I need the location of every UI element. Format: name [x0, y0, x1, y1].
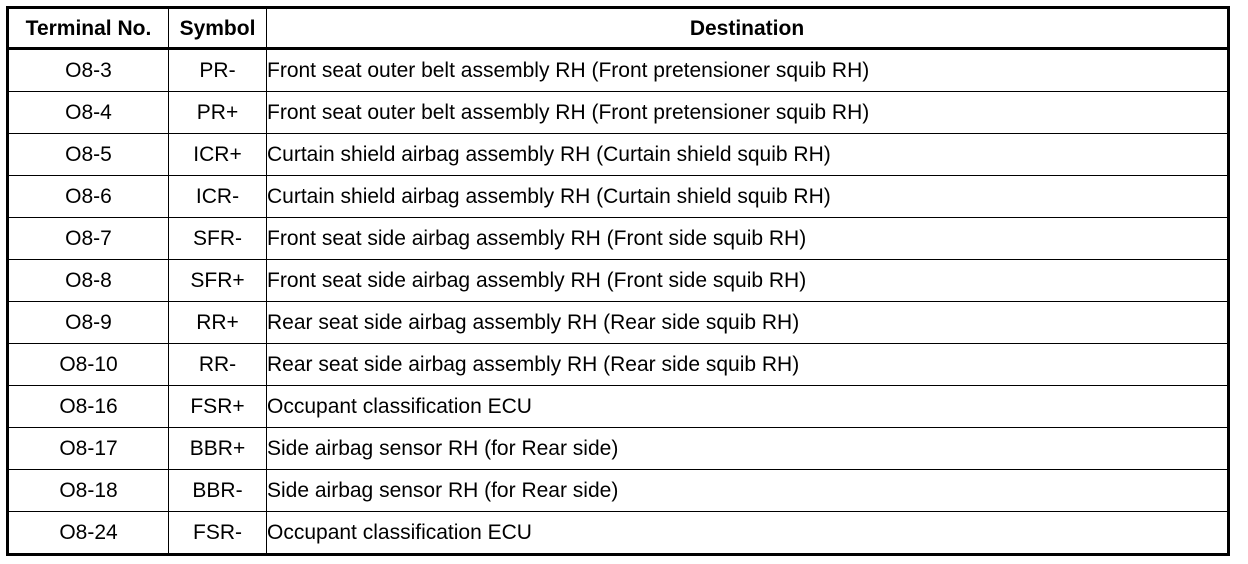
terminal-cell: O8-4 [8, 92, 169, 134]
header-symbol: Symbol [169, 8, 267, 49]
destination-cell: Occupant classification ECU [267, 512, 1229, 555]
table-row [8, 470, 1229, 512]
destination-cell: Curtain shield airbag assembly RH (Curtain shield squib RH) [267, 176, 1229, 218]
symbol-cell: ICR- [169, 176, 267, 218]
table-row [8, 386, 1229, 428]
table-row [8, 134, 1229, 176]
destination-cell: Front seat side airbag assembly RH (Front side squib RH) [267, 260, 1229, 302]
symbol-cell: ICR+ [169, 134, 267, 176]
terminal-cell: O8-8 [8, 260, 169, 302]
destination-cell: Side airbag sensor RH (for Rear side) [267, 470, 1229, 512]
table-row [8, 92, 1229, 134]
destination-cell: Side airbag sensor RH (for Rear side) [267, 428, 1229, 470]
destination-cell: Rear seat side airbag assembly RH (Rear side squib RH) [267, 302, 1229, 344]
table-row [8, 260, 1229, 302]
terminal-cell: O8-24 [8, 512, 169, 555]
header-terminal-no: Terminal No. [8, 8, 169, 49]
table-body [8, 49, 1229, 555]
symbol-cell: SFR- [169, 218, 267, 260]
terminal-cell: O8-10 [8, 344, 169, 386]
terminal-cell: O8-3 [8, 49, 169, 92]
destination-cell: Front seat outer belt assembly RH (Front pretensioner squib RH) [267, 92, 1229, 134]
terminal-cell: O8-5 [8, 134, 169, 176]
symbol-cell: BBR+ [169, 428, 267, 470]
table-row [8, 428, 1229, 470]
symbol-cell: RR- [169, 344, 267, 386]
terminal-cell: O8-9 [8, 302, 169, 344]
table-row [8, 344, 1229, 386]
table-row [8, 176, 1229, 218]
destination-cell: Rear seat side airbag assembly RH (Rear side squib RH) [267, 344, 1229, 386]
destination-cell: Front seat side airbag assembly RH (Front side squib RH) [267, 218, 1229, 260]
symbol-cell: PR+ [169, 92, 267, 134]
header-destination: Destination [267, 8, 1229, 49]
terminal-table [6, 6, 1230, 556]
terminal-cell: O8-16 [8, 386, 169, 428]
header-row [8, 8, 1229, 49]
destination-cell: Curtain shield airbag assembly RH (Curtain shield squib RH) [267, 134, 1229, 176]
terminal-cell: O8-18 [8, 470, 169, 512]
symbol-cell: SFR+ [169, 260, 267, 302]
symbol-cell: FSR- [169, 512, 267, 555]
destination-cell: Occupant classification ECU [267, 386, 1229, 428]
symbol-cell: FSR+ [169, 386, 267, 428]
terminal-cell: O8-7 [8, 218, 169, 260]
table-row [8, 512, 1229, 555]
table-row [8, 218, 1229, 260]
symbol-cell: PR- [169, 49, 267, 92]
terminal-cell: O8-17 [8, 428, 169, 470]
terminal-cell: O8-6 [8, 176, 169, 218]
destination-cell: Front seat outer belt assembly RH (Front pretensioner squib RH) [267, 49, 1229, 92]
symbol-cell: BBR- [169, 470, 267, 512]
symbol-cell: RR+ [169, 302, 267, 344]
table-row [8, 49, 1229, 92]
table-header [8, 8, 1229, 49]
table-row [8, 302, 1229, 344]
